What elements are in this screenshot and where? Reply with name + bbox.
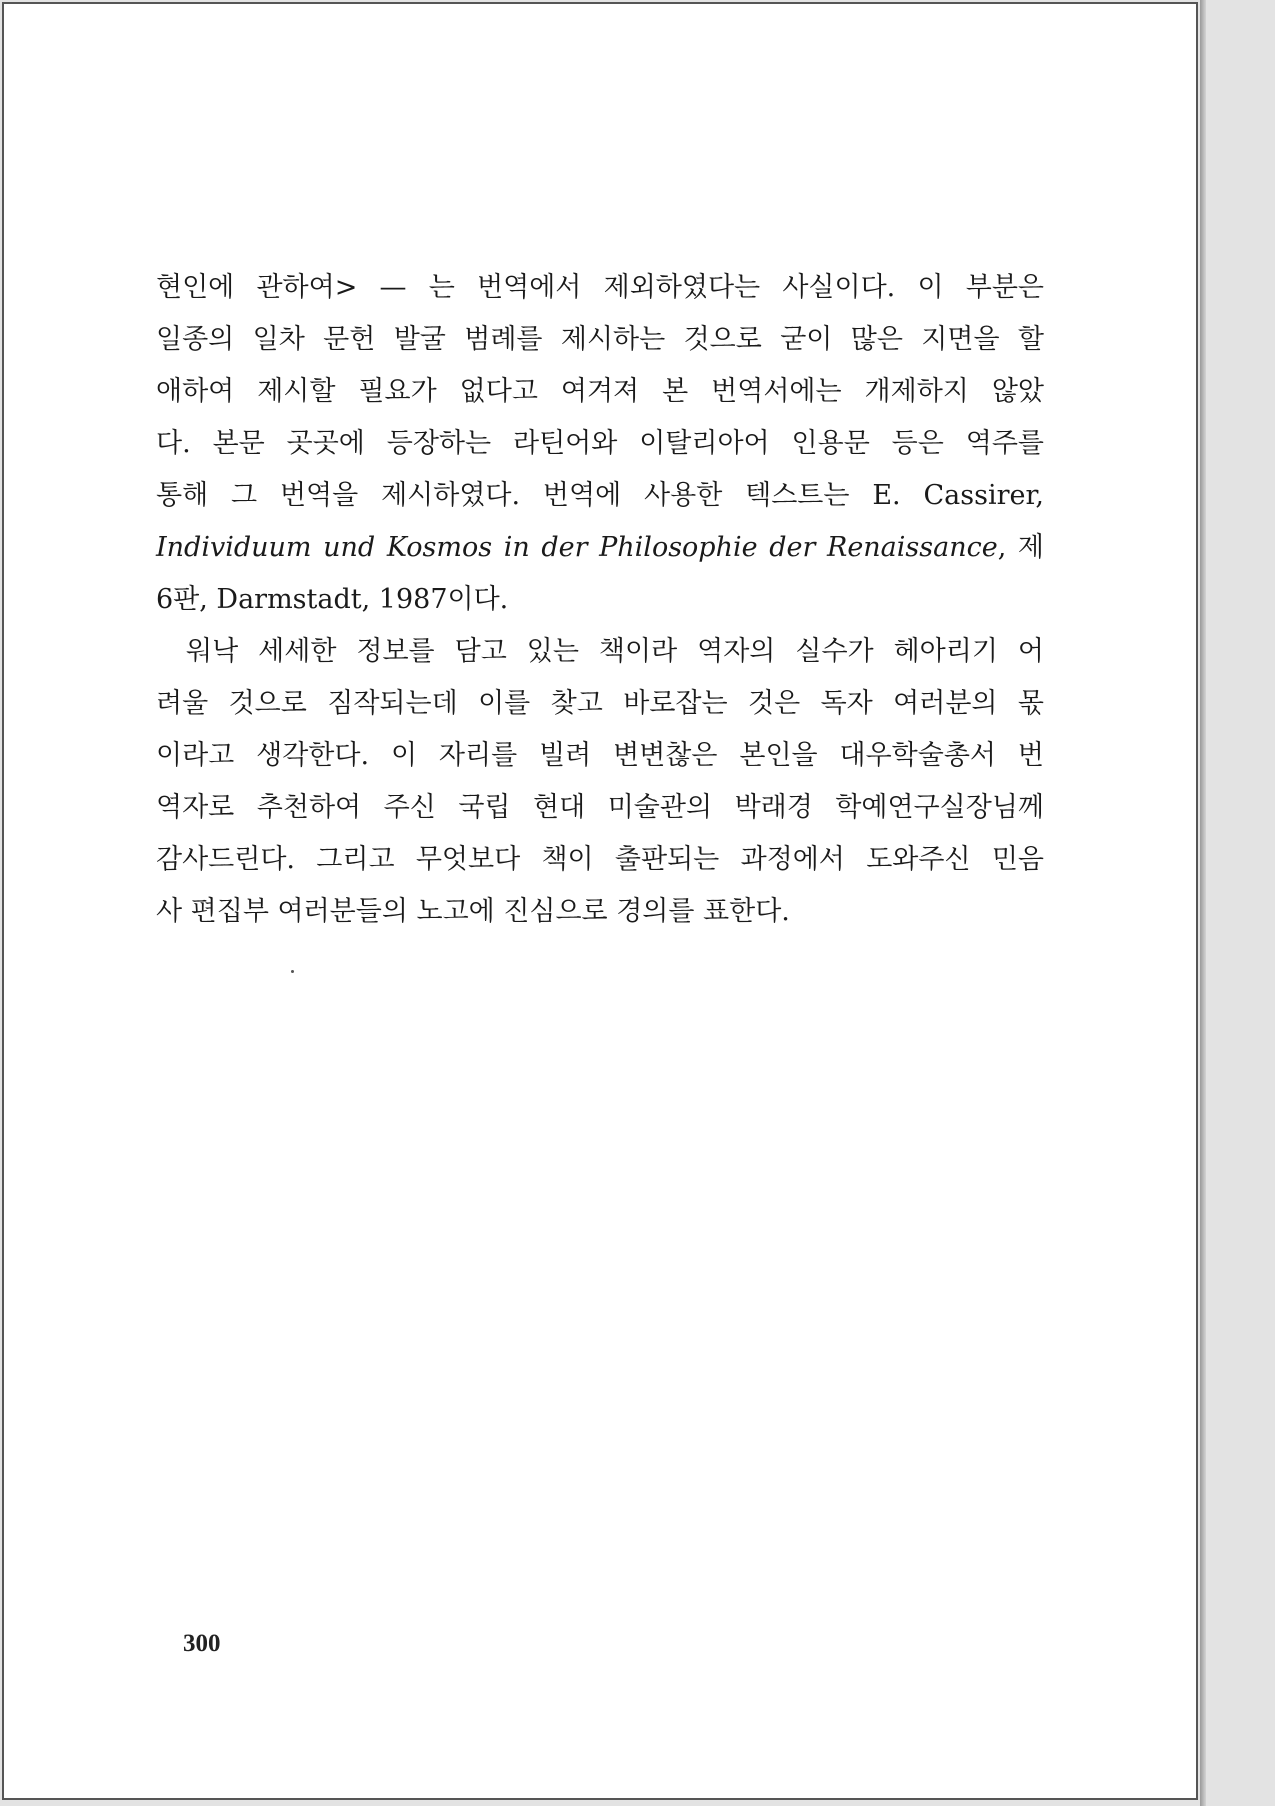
text-line-with-title [156,522,1044,574]
text-line: 사 편집부 여러분들의 노고에 진심으로 경의를 표한다. [156,896,790,927]
text-line: 역자로 추천하여 주신 국립 현대 미술관의 박래경 학예연구실장님께 [156,792,1044,823]
page-number: 300 [183,1630,221,1657]
text-line: 현인에 관하여> — 는 번역에서 제외하였다는 사실이다. 이 부분은 [156,272,1044,303]
text-line: 려울 것으로 짐작되는데 이를 찾고 바로잡는 것은 독자 여러분의 몫 [156,688,1044,719]
page-edge-shadow [1200,0,1206,1806]
text-line: 통해 그 번역을 제시하였다. 번역에 사용한 텍스트는 E. Cassirer, [156,480,1044,511]
text-line: 6판, Darmstadt, 1987이다. [156,584,509,615]
book-title: Individuum und Kosmos in der Philosophie der Renaissance [156,532,998,563]
document-page [2,2,1198,1800]
text-line: 일종의 일차 문헌 발굴 범례를 제시하는 것으로 굳이 많은 지면을 할 [156,324,1044,355]
paragraph-2 [156,626,1044,938]
text-line: 감사드린다. 그리고 무엇보다 책이 출판되는 과정에서 도와주신 민음 [156,844,1044,875]
scan-speck [291,970,294,973]
text-line: 이라고 생각한다. 이 자리를 빌려 변변찮은 본인을 대우학술총서 번 [156,740,1044,771]
title-suffix: , 제 [997,532,1044,563]
text-line: 워낙 세세한 정보를 담고 있는 책이라 역자의 실수가 헤아리기 어 [186,636,1044,667]
paragraph-1 [156,262,1044,626]
body-text [156,262,1044,938]
text-line: 애하여 제시할 필요가 없다고 여겨져 본 번역서에는 개제하지 않았 [156,376,1044,407]
text-line: 다. 본문 곳곳에 등장하는 라틴어와 이탈리아어 인용문 등은 역주를 [156,428,1044,459]
